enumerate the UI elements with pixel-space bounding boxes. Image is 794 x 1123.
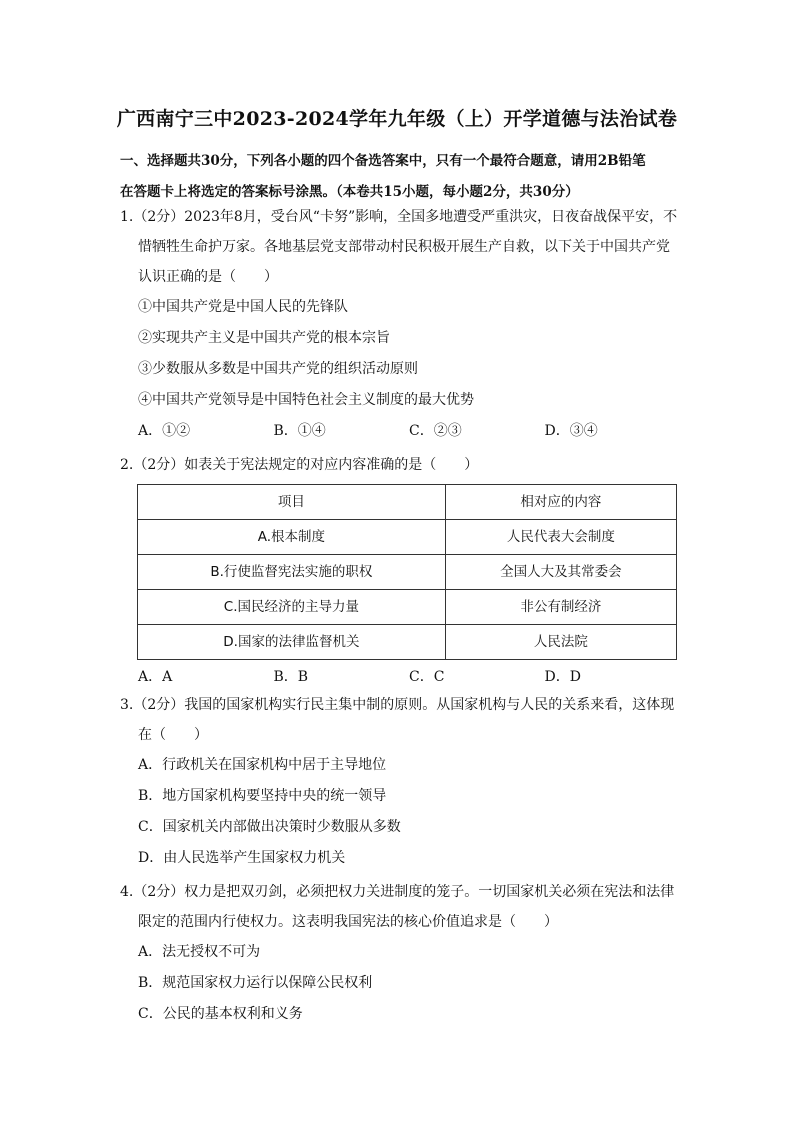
choice-a[interactable]: A．A bbox=[138, 669, 173, 685]
question-3-option-b[interactable]: B．地方国家机构要坚持中央的统一领导 bbox=[138, 788, 387, 804]
question-2-choices bbox=[120, 662, 680, 692]
table-cell: C.国民经济的主导力量 bbox=[138, 590, 446, 625]
exam-title: 广西南宁三中2023-2024学年九年级（上）开学道德与法治试卷 bbox=[116, 108, 678, 130]
table-header: 项目 bbox=[138, 485, 446, 520]
question-1-item-2: ②实现共产主义是中国共产党的根本宗旨 bbox=[138, 330, 390, 346]
table-row bbox=[138, 625, 677, 660]
choice-d[interactable]: D．D bbox=[544, 669, 581, 685]
table-cell: 全国人大及其常委会 bbox=[445, 555, 676, 590]
question-3-stem: 3.（2分）我国的国家机构实行民主集中制的原则。从国家机构与人民的关系来看，这体现在（ ） bbox=[120, 697, 675, 743]
table-cell: 人民代表大会制度 bbox=[445, 520, 676, 555]
constitution-table bbox=[137, 484, 677, 660]
question-1-item-3: ③少数服从多数是中国共产党的组织活动原则 bbox=[138, 361, 418, 377]
question-4 bbox=[120, 877, 680, 1030]
choice-b[interactable]: B．B bbox=[273, 669, 309, 685]
question-1-choices bbox=[120, 416, 680, 446]
question-1 bbox=[120, 202, 680, 446]
choice-c[interactable]: C．②③ bbox=[409, 423, 462, 439]
table-row bbox=[138, 555, 677, 590]
table-cell: A.根本制度 bbox=[138, 520, 446, 555]
choice-b[interactable]: B．①④ bbox=[273, 423, 326, 439]
choice-c[interactable]: C．C bbox=[409, 669, 445, 685]
table-header: 相对应的内容 bbox=[445, 485, 676, 520]
table-cell: 人民法院 bbox=[445, 625, 676, 660]
question-3-option-d[interactable]: D．由人民选举产生国家权力机关 bbox=[138, 850, 346, 866]
choice-d[interactable]: D．③④ bbox=[544, 423, 598, 439]
question-3-option-c[interactable]: C．国家机关内部做出决策时少数服从多数 bbox=[138, 819, 401, 835]
question-1-item-1: ①中国共产党是中国人民的先锋队 bbox=[138, 299, 348, 315]
question-1-item-4: ④中国共产党领导是中国特色社会主义制度的最大优势 bbox=[138, 392, 474, 408]
table-header-row bbox=[138, 485, 677, 520]
question-4-option-c[interactable]: C．公民的基本权利和义务 bbox=[138, 1006, 303, 1022]
table-cell: B.行使监督宪法实施的职权 bbox=[138, 555, 446, 590]
section-instructions bbox=[120, 146, 680, 208]
question-1-stem: 1.（2分）2023年8月，受台风“卡努”影响，全国多地遭受严重洪灾，日夜奋战保平安，不惜牺牲生命护万家。各地基层党支部带动村民积极开展生产自救，以下关于中国共产党认识正确的是（ ） bbox=[120, 209, 678, 285]
question-4-option-b[interactable]: B．规范国家权力运行以保障公民权利 bbox=[138, 975, 373, 991]
table-cell: D.国家的法律监督机关 bbox=[138, 625, 446, 660]
choice-a[interactable]: A．①② bbox=[138, 423, 191, 439]
table-cell: 非公有制经济 bbox=[445, 590, 676, 625]
table-row bbox=[138, 590, 677, 625]
question-4-option-a[interactable]: A．法无授权不可为 bbox=[138, 944, 261, 960]
section-line-1: 一、选择题共30分，下列各小题的四个备选答案中，只有一个最符合题意，请用2B铅笔 bbox=[120, 153, 646, 169]
question-2-stem: 2.（2分）如表关于宪法规定的对应内容准确的是（ ） bbox=[120, 457, 479, 473]
question-4-stem: 4.（2分）权力是把双刃剑，必须把权力关进制度的笼子。一切国家机关必须在宪法和法律限定的范围内行使权力。这表明我国宪法的核心价值追求是（ ） bbox=[120, 884, 675, 930]
question-3-option-a[interactable]: A．行政机关在国家机构中居于主导地位 bbox=[138, 757, 387, 773]
question-3 bbox=[120, 690, 680, 874]
table-row bbox=[138, 520, 677, 555]
section-line-2: 在答题卡上将选定的答案标号涂黑。（本卷共15小题，每小题2分，共30分） bbox=[120, 184, 579, 200]
question-2 bbox=[120, 450, 680, 692]
